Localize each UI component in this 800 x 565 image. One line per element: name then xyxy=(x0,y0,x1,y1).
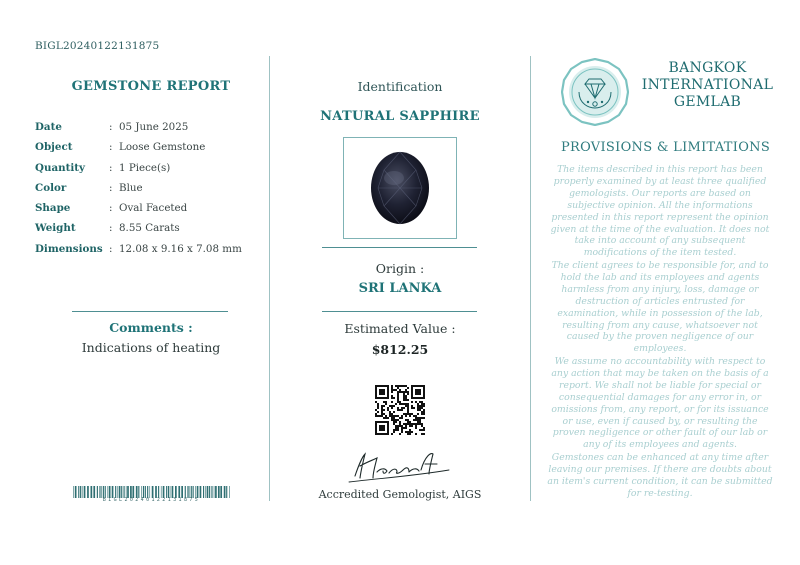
provisions-paragraph: We assume no accountability with respect to any action that may be taken on the basis of a report. We shall not be liable for special or consequential damages for any error in, or omissions from, any report, or for its issuance or use, even if caused by, or resulting the proven negligence or other fault of our lab or any of its employees and agents. xyxy=(551,356,769,451)
detail-label: Weight xyxy=(35,222,76,235)
gem-name: NATURAL SAPPHIRE xyxy=(320,109,480,124)
gemstone-photo xyxy=(343,137,457,239)
origin-label: Origin : xyxy=(375,261,425,276)
detail-colon: : xyxy=(109,161,113,174)
origin-value: SRI LANKA xyxy=(358,281,442,296)
lab-name-line: GEMLAB xyxy=(673,94,742,110)
detail-value: Oval Faceted xyxy=(119,202,188,215)
detail-value: 05 June 2025 xyxy=(119,121,189,133)
detail-colon: : xyxy=(109,141,113,154)
detail-label: Shape xyxy=(35,202,71,215)
provisions-paragraph: The client agrees to be responsible for, and to hold the lab and its employees and agents harmless from any injury, loss, damage or destruction of articles entrusted for examination, while in possession of the lab, resulting from any cause, whatsoever not caused by the proven negligence of our employees. xyxy=(551,260,769,355)
qr-code[interactable] xyxy=(375,385,425,435)
detail-colon: : xyxy=(109,181,113,194)
provisions-title: PROVISIONS & LIMITATIONS xyxy=(560,140,771,155)
lab-name xyxy=(640,60,775,111)
detail-label: Object xyxy=(35,141,73,154)
comments-label: Comments : xyxy=(109,320,193,335)
provisions-paragraph: The items described in this report has been properly examined by at least three qualified gemologists. Our reports are based on subjective opinion. All the informations presented in this report represent the opinion given at the time of the evaluation. It does not take into account of any subsequent modifications of the item tested. xyxy=(550,164,770,259)
detail-value: 12.08 x 9.16 x 7.08 mm xyxy=(119,242,242,255)
identification-label: Identification xyxy=(357,79,443,94)
detail-colon: : xyxy=(109,242,113,255)
lab-name-line: INTERNATIONAL xyxy=(641,77,774,93)
lab-seal-icon xyxy=(561,58,629,126)
barcode-number: BIGL20240122131875 xyxy=(102,497,201,503)
detail-value: Blue xyxy=(119,181,143,194)
divider-right xyxy=(530,56,531,501)
comments-text: Indications of heating xyxy=(81,340,221,355)
gemologist-signature xyxy=(343,446,458,486)
report-number: BIGL20240122131875 xyxy=(35,40,160,52)
detail-label: Color xyxy=(35,181,67,194)
report-title: GEMSTONE REPORT xyxy=(71,79,231,94)
detail-colon: : xyxy=(109,202,113,215)
origin-divider-top xyxy=(322,247,477,248)
gemologist-title: Accredited Gemologist, AIGS xyxy=(318,488,482,501)
gemstone-image xyxy=(344,138,456,238)
lab-name-line: BANGKOK xyxy=(668,60,747,76)
comments-divider xyxy=(72,311,228,312)
origin-divider-bottom xyxy=(322,311,477,312)
detail-label: Dimensions xyxy=(35,242,103,255)
estimated-value: $812.25 xyxy=(371,342,429,357)
detail-label: Quantity xyxy=(35,161,86,174)
estimated-value-label: Estimated Value : xyxy=(344,321,456,336)
detail-value: 1 Piece(s) xyxy=(119,161,171,174)
detail-value: 8.55 Carats xyxy=(119,222,180,235)
detail-label: Date xyxy=(35,121,62,133)
provisions-paragraph: Gemstones can be enhanced at any time after leaving our premises. If there are doubts about an item's current condition, it can be submitted for re-testing. xyxy=(547,452,773,499)
detail-colon: : xyxy=(109,222,113,235)
detail-colon: : xyxy=(109,121,113,133)
detail-value: Loose Gemstone xyxy=(119,141,206,154)
